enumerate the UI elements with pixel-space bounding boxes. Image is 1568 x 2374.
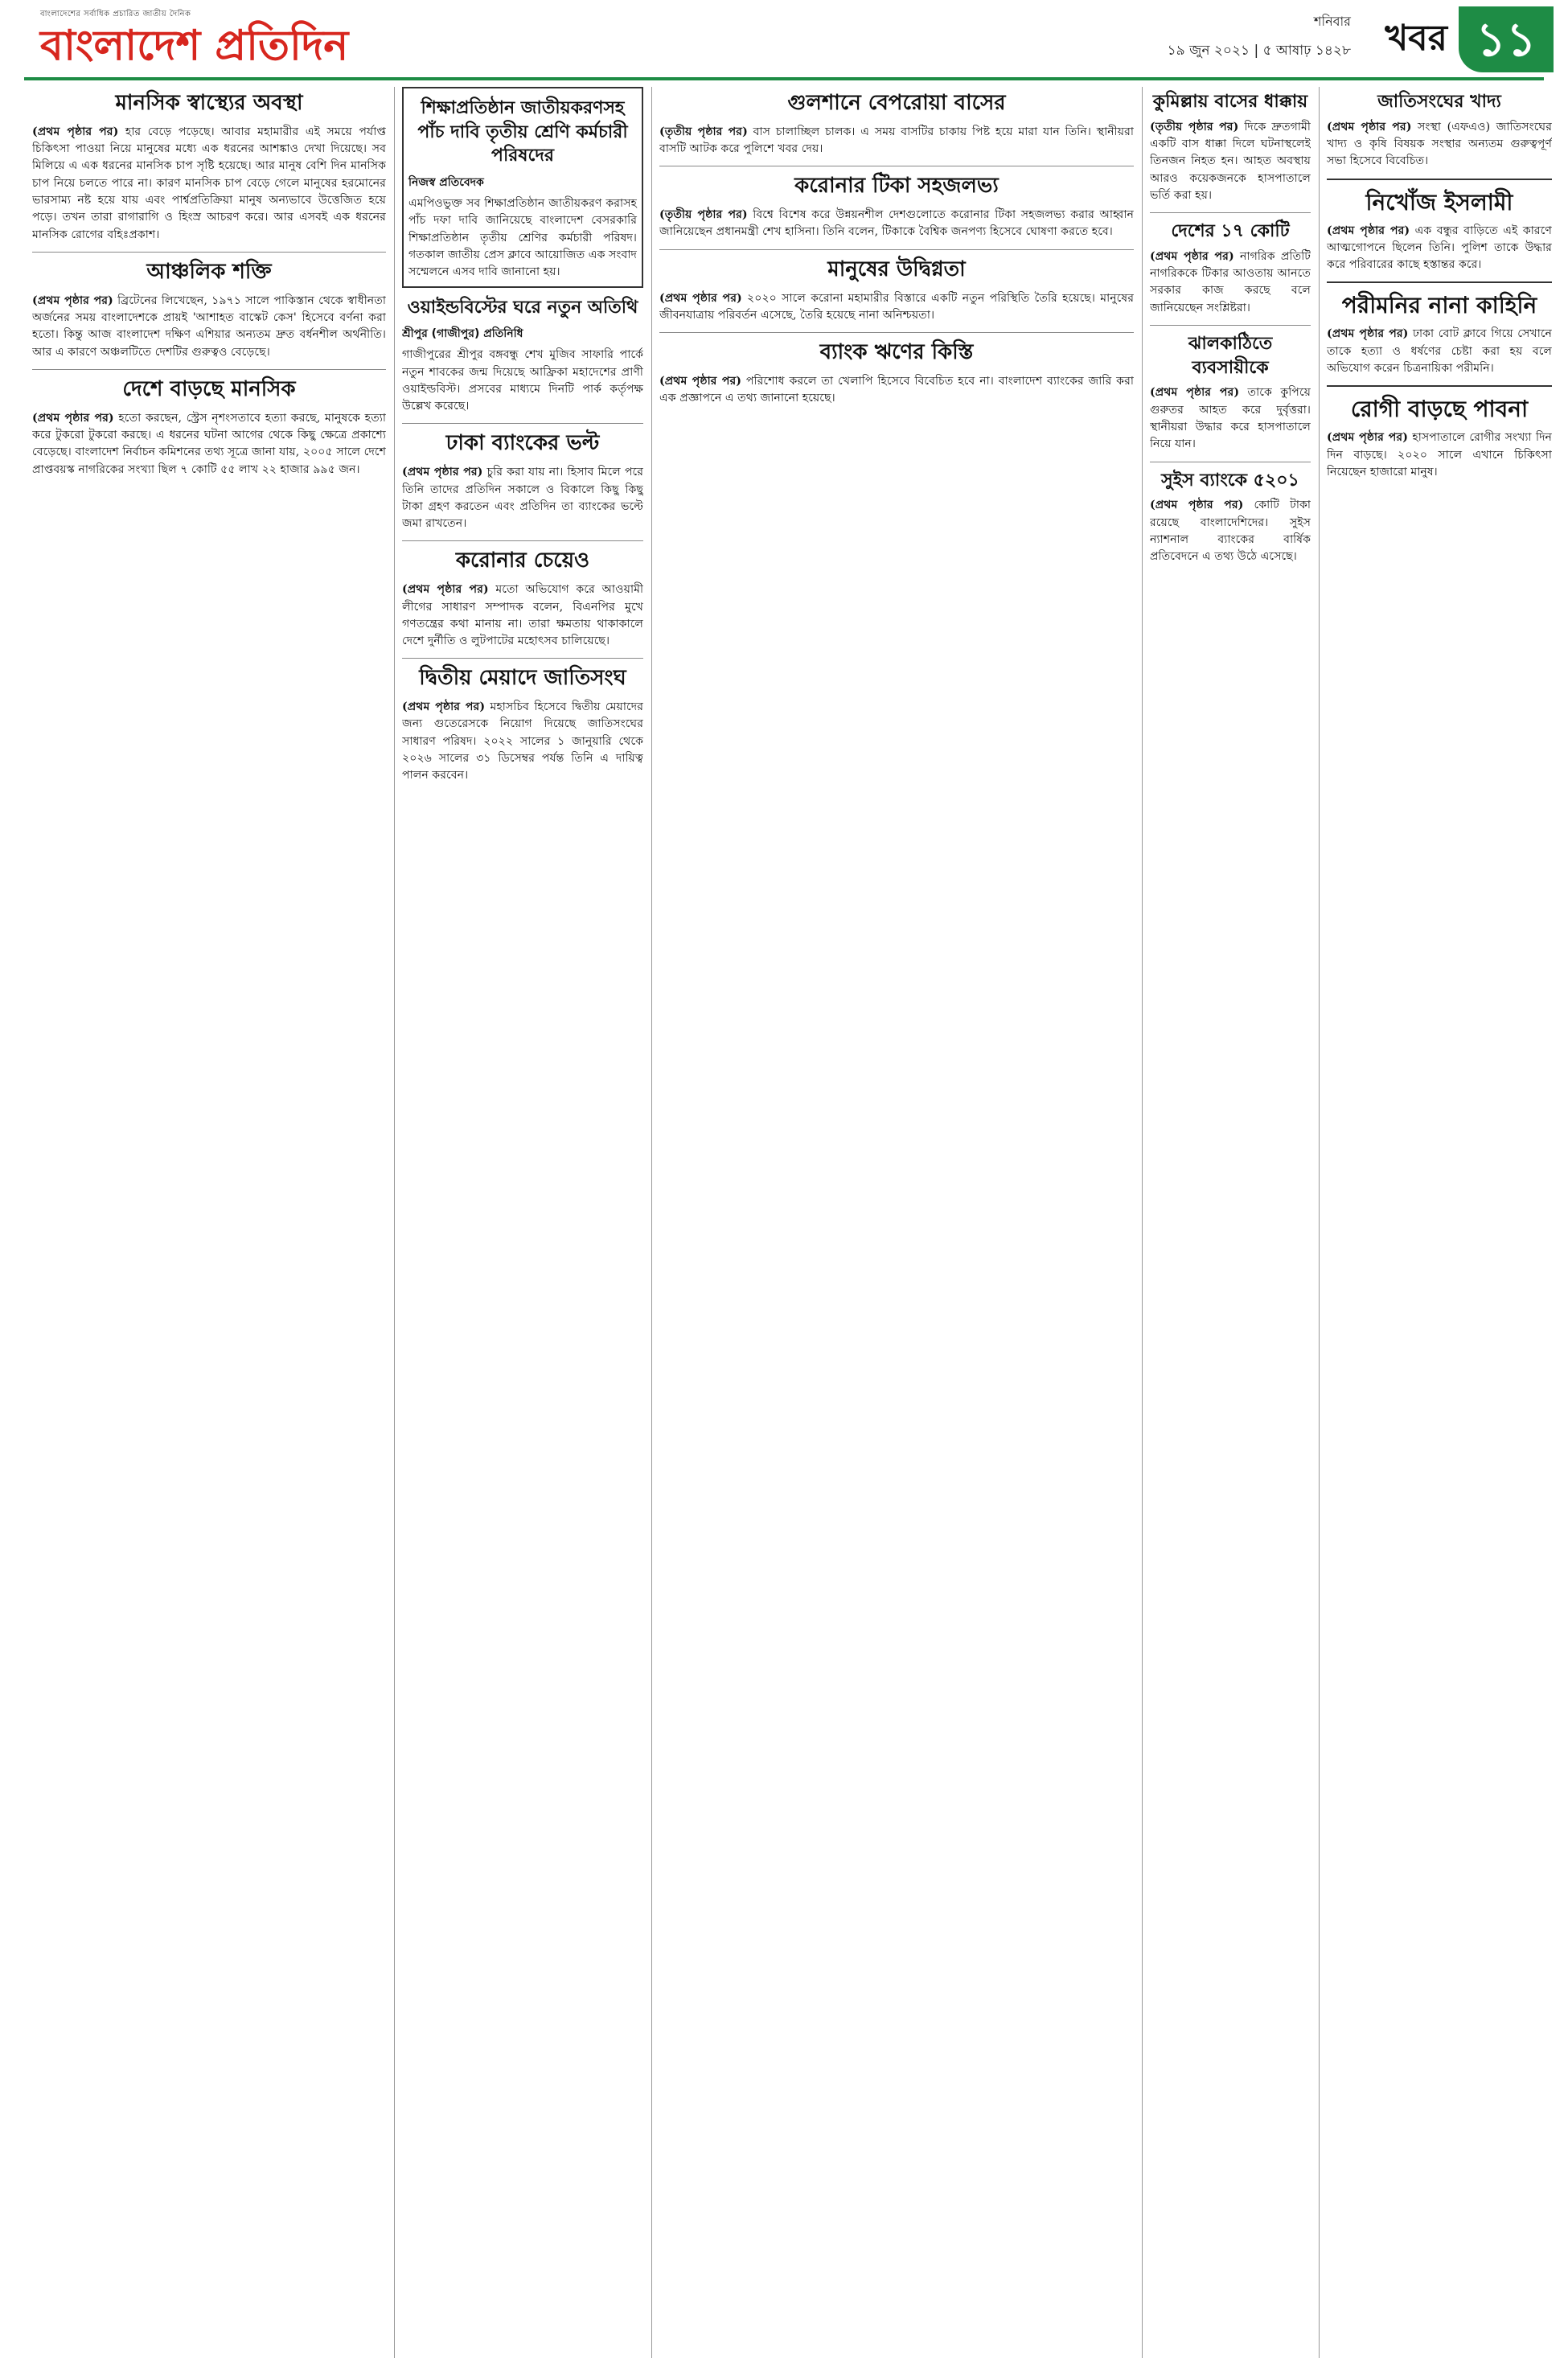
article-seventeen-crore	[1150, 220, 1311, 317]
article-mental-rising	[32, 376, 386, 478]
article-headline: নিখোঁজ ইসলামী	[1327, 179, 1552, 223]
column-rule	[1142, 87, 1143, 2358]
article-headline: ব্যাংক ঋণের কিস্তি	[819, 340, 974, 365]
divider	[32, 252, 386, 253]
article-lead: (প্রথম পৃষ্ঠার পর)	[402, 583, 489, 597]
article-lead: (প্রথম পৃষ্ঠার পর)	[1150, 499, 1244, 512]
article-bus	[659, 90, 1134, 158]
article-headline: মানুষের উদ্বিগ্নতা	[827, 257, 966, 281]
article-lead: (প্রথম পৃষ্ঠার পর)	[659, 374, 741, 388]
article-headline: সুইস ব্যাংকে ৫২০১	[1161, 469, 1299, 491]
article-headline: আঞ্চলিক শক্তি	[146, 259, 272, 284]
article-body: গাজীপুরের শ্রীপুর বঙ্গবন্ধু শেখ মুজিব সাফারি পার্কে নতুন শাবকের জন্ম দিয়েছে আফ্রিকা মহাদেশের প্রাণী ওয়াইল্ডবিস্ট। প্রসবের মাধ্যমে দিনটি পার্ক কর্তৃপক্ষ উল্লেখ করেছে।	[402, 348, 643, 413]
divider	[402, 540, 643, 541]
divider	[1150, 212, 1311, 213]
column-rule	[394, 87, 395, 2358]
article-headline: জাতিসংঘের খাদ্য	[1377, 91, 1501, 112]
article-body: দিকে দ্রুতগামী একটি বাস ধাক্কা দিলে ঘটনাস্থলেই তিনজন নিহত হন। আহত অবস্থায় আরও কয়েকজনকে হাসপাতালে ভর্তি করা হয়।	[1150, 120, 1311, 202]
column-4	[1150, 87, 1311, 2358]
article-body: বাস চালাচ্ছিল চালক। এ সময় বাসটির চাকায় পিষ্ট হয়ে মারা যান তিনি। স্থানীয়রা বাসটি আটক করে পুলিশে খবর দেয়।	[659, 125, 1134, 156]
article-body: নাগরিক প্রতিটি নাগরিককে টিকার আওতায় আনতে সরকার কাজ করছে বলে জানিয়েছেন সংশ্লিষ্টরা।	[1150, 249, 1311, 314]
article-headline: ঝালকাঠিতে ব্যবসায়ীকে	[1188, 333, 1273, 378]
article-mental-health	[32, 90, 386, 244]
article-body: সংস্থা (এফএও) জাতিসংঘের খাদ্য ও কৃষি বিষয়ক সংস্থার অন্যতম গুরুত্বপূর্ণ সভা হিসেবে বিবেচিত।	[1327, 120, 1552, 168]
article-bank-loan	[659, 339, 1134, 407]
masthead-rule	[24, 77, 1544, 80]
divider	[402, 423, 643, 424]
article-lead: (প্রথম পৃষ্ঠার পর)	[32, 294, 113, 307]
article-body: মহাসচিব হিসেবে দ্বিতীয় মেয়াদের জন্য গুতেরেসকে নিয়োগ দিয়েছে জাতিসংঘের সাধারণ পরিষদ। ২০২২ সালের ১ জানুয়ারি থেকে ২০২৬ সালের ৩১ ডিসেম্বর পর্যন্ত তিনি এ দায়িত্ব পালন করবেন।	[402, 700, 643, 782]
article-swiss-bank	[1150, 469, 1311, 566]
article-headline: মানসিক স্বাস্থ্যের অবস্থা	[115, 91, 303, 115]
article-headline: দেশে বাড়ছে মানসিক	[122, 376, 296, 401]
newspaper-logo: বাংলাদেশ প্রতিদিন	[40, 21, 349, 70]
article-headline: ওয়াইন্ডবিস্টের ঘরে নতুন অতিথি	[407, 296, 638, 318]
article-byline: শ্রীপুর (গাজীপুর) প্রতিনিধি	[402, 327, 523, 341]
article-body: হতো করছেন, স্ট্রেস নৃশংসতাবে হত্যা করছে, মানুষকে হত্যা করে টুকরো টুকরো করছে। এ ধরনের ঘটনা আগের থেকে কিছু ক্ষেত্রে প্রকাশ্যে বেড়েছে। বাংলাদেশ নির্বাচন কমিশনের তথ্য সূত্রে জানা যায়, ২০০৫ সালে দেশে প্রাপ্তবয়স্ক নাগরিকের সংখ্যা ছিল ৭ কোটি ৫৫ লাখ ২২ হাজার ৯৯৫ জন।	[32, 411, 386, 476]
article-lead: (প্রথম পৃষ্ঠার পর)	[659, 291, 742, 305]
article-body: পরিশোধ করলে তা খেলাপি হিসেবে বিবেচিত হবে না। বাংলাদেশ ব্যাংকের জারি করা এক প্রজ্ঞাপনে এ তথ্য জানানো হয়েছে।	[659, 374, 1134, 405]
article-patients-pabna	[1327, 385, 1552, 481]
article-headline: ঢাকা ব্যাংকের ভল্ট	[445, 431, 600, 456]
article-second-term	[402, 665, 643, 784]
column-1	[32, 87, 386, 2358]
article-lead: (প্রথম পৃষ্ঠার পর)	[402, 466, 483, 479]
article-body: চুরি করা যায় না। হিসাব মিলে পরে তিনি তাদের প্রতিদিন সকালে ও বিকালে কিছু কিছু টাকা গ্রহণ করতেন এবং প্রতিদিন তা ব্যাংকের ভল্টে জমা রাখতেন।	[402, 466, 643, 531]
article-headline: দেশের ১৭ কোটি	[1171, 220, 1290, 242]
article-corona-more	[402, 548, 643, 650]
article-lead: (প্রথম পৃষ্ঠার পর)	[1327, 327, 1409, 341]
divider	[402, 658, 643, 659]
masthead	[0, 0, 1568, 77]
article-lead: (তৃতীয় পৃষ্ঠার পর)	[659, 208, 748, 222]
column-2	[402, 87, 643, 2358]
article-regional-power	[32, 259, 386, 361]
article-headline: শিক্ষাপ্রতিষ্ঠান জাতীয়করণসহ পাঁচ দাবি তৃতীয় শ্রেণি কর্মচারী পরিষদের	[417, 97, 628, 166]
article-comilla	[1150, 90, 1311, 204]
date: ১৯ জুন ২০২১ | ৫ আষাঢ় ১৪২৮	[1167, 43, 1351, 59]
column-5	[1327, 87, 1552, 2358]
article-body: ২০২০ সালে করোনা মহামারীর বিস্তারে একটি নতুন পরিস্থিতি তৈরি হয়েছে। মানুষের জীবনযাত্রায় পরিবর্তন এসেছে, তৈরি হয়েছে নানা অনিশ্চয়তা।	[659, 291, 1134, 322]
article-lead: (প্রথম পৃষ্ঠার পর)	[32, 125, 119, 138]
article-headline: কুমিল্লায় বাসের ধাক্কায়	[1152, 91, 1308, 112]
column-rule	[1319, 87, 1320, 2358]
article-byline: নিজস্ব প্রতিবেদক	[408, 176, 484, 190]
article-lead: (তৃতীয় পৃষ্ঠার পর)	[1150, 120, 1239, 133]
column-rule	[651, 87, 652, 2358]
article-body: বিশ্বে বিশেষ করে উন্নয়নশীল দেশগুলোতে করোনার টিকা সহজলভ্য করার আহ্বান জানিয়েছেন প্রধানমন্ত্রী শেখ হাসিনা। তিনি বলেন, টিকাকে বৈশ্বিক জনপণ্য হিসেবে ঘোষণা করতে হবে।	[659, 208, 1134, 239]
page-number: ১১	[1459, 6, 1554, 72]
article-headline: করোনার টিকা সহজলভ্য	[794, 174, 999, 199]
article-porimoni	[1327, 281, 1552, 377]
article-body: হাসপাতালে রোগীর সংখ্যা দিন দিন বাড়ছে। ২০২০ সালে এখানে চিকিৎসা নিয়েছেন হাজারো মানুষ।	[1327, 431, 1552, 478]
article-jhalokathi	[1150, 332, 1311, 454]
article-lead: (প্রথম পৃষ্ঠার পর)	[402, 700, 486, 714]
article-headline: গুলশানে বেপরোয়া বাসের	[787, 91, 1006, 115]
article-un-food	[1327, 90, 1552, 170]
article-body: হার বেড়ে পড়েছে। আবার মহামারীর এই সময়ে পর্যাপ্ত চিকিৎসা পাওয়া নিয়ে মানুষের মধ্যে এক ধরনের আশঙ্কাও দেখা দিয়েছে। সব মিলিয়ে এ এক ধরনের মানসিক চাপ সৃষ্টি হয়েছে। আর মানুষ বেশি দিন মানসিক চাপ নিয়ে চলতে পারে না। কারণ মানসিক চাপ বেড়ে গেলে মানুষের হরমোনের ভারসাম্য নষ্ট হয়ে যায় এবং পার্শ্বপ্রতিক্রিয়া মানুষ অন্যভাবে উত্তেজিত হয়ে পড়ে। তখন তারা রাগারাগি ও হিংস্র আচরণ করে। আর এসবই এক ধরনের মানসিক রোগের বহিঃপ্রকাশ।	[32, 125, 386, 241]
article-headline: রোগী বাড়ছে পাবনা	[1327, 385, 1552, 429]
article-dhaka-bank	[402, 430, 643, 532]
article-lead: (তৃতীয় পৃষ্ঠার পর)	[659, 125, 748, 138]
article-body: এমপিওভুক্ত সব শিক্ষাপ্রতিষ্ঠান জাতীয়করণ করাসহ পাঁচ দফা দাবি জানিয়েছে বাংলাদেশ বেসরকারি শিক্ষাপ্রতিষ্ঠান তৃতীয় শ্রেণির কর্মচারী পরিষদ। গতকাল জাতীয় প্রেস ক্লাবে আয়োজিত এক সংবাদ সম্মেলনে এসব দাবি জানানো হয়।	[408, 197, 637, 279]
article-body: তাকে কুপিয়ে গুরুতর আহত করে দুর্বৃত্তরা। স্থানীয়রা উদ্ধার করে হাসপাতালে নিয়ে যান।	[1150, 386, 1311, 451]
article-lead: (প্রথম পৃষ্ঠার পর)	[1327, 431, 1408, 445]
article-headline: দ্বিতীয় মেয়াদে জাতিসংঘ	[419, 666, 626, 691]
divider	[659, 332, 1134, 333]
article-body: কোটি টাকা রয়েছে বাংলাদেশিদের। সুইস ন্যাশনাল ব্যাংকের বার্ষিক প্রতিবেদনে এ তথ্য উঠে এসেছে।	[1150, 499, 1311, 564]
divider	[659, 249, 1134, 250]
article-nationalisation	[402, 87, 643, 288]
column-3	[659, 87, 1134, 2358]
article-vaccine	[659, 173, 1134, 240]
article-body: মতো অভিযোগ করে আওয়ামী লীগের সাধারণ সম্পাদক বলেন, বিএনপির মুখে গণতন্ত্রের কথা মানায় না। তারা ক্ষমতায় থাকাকালে দেশে দুর্নীতি ও লুটপাটের মহোৎসব চালিয়েছে।	[402, 583, 643, 648]
article-headline: করোনার চেয়েও	[455, 548, 590, 573]
article-guests	[402, 296, 643, 416]
section-label: খবর	[1385, 18, 1447, 59]
article-body: ঢাকা বোট ক্লাবে গিয়ে সেখানে তাকে হত্যা ও ধর্ষণের চেষ্টা করা হয় বলে অভিযোগ করেন চিত্রনায়িকা পরীমনি।	[1327, 327, 1552, 376]
article-human-dignity	[659, 257, 1134, 324]
day: শনিবার	[1314, 14, 1351, 29]
divider	[1150, 325, 1311, 326]
tagline: বাংলাদেশের সর্বাধিক প্রচারিত জাতীয় দৈনিক	[40, 10, 191, 18]
article-lead: (প্রথম পৃষ্ঠার পর)	[1327, 224, 1410, 237]
article-lead: (প্রথম পৃষ্ঠার পর)	[1327, 120, 1412, 133]
article-lead: (প্রথম পৃষ্ঠার পর)	[32, 411, 114, 425]
article-missing-islami	[1327, 179, 1552, 274]
article-body: এক বন্ধুর বাড়িতে এই কারণে আত্মগোপনে ছিলেন তিনি। পুলিশ তাকে উদ্ধার করে পরিবারের কাছে হস্তান্তর করে।	[1327, 224, 1552, 272]
article-lead: (প্রথম পৃষ্ঠার পর)	[1150, 249, 1234, 263]
divider	[32, 369, 386, 370]
article-body: ব্রিটেনের লিখেছেন, ১৯৭১ সালে পাকিস্তান থেকে স্বাধীনতা অর্জনের সময় বাংলাদেশকে প্রায়ই 'আশাহত বাস্কেট কেস' হিসেবে বর্ণনা করা হতো। কিন্তু আজ বাংলাদেশ দক্ষিণ এশিয়ার অন্যতম দ্রুত বর্ধনশীল অর্থনীতি। আর এ কারণে অঞ্চলটিতে দেশটির গুরুত্বও বেড়েছে।	[32, 294, 386, 359]
article-lead: (প্রথম পৃষ্ঠার পর)	[1150, 386, 1240, 400]
article-headline: পরীমনির নানা কাহিনি	[1327, 281, 1552, 326]
logo-block	[40, 8, 348, 70]
